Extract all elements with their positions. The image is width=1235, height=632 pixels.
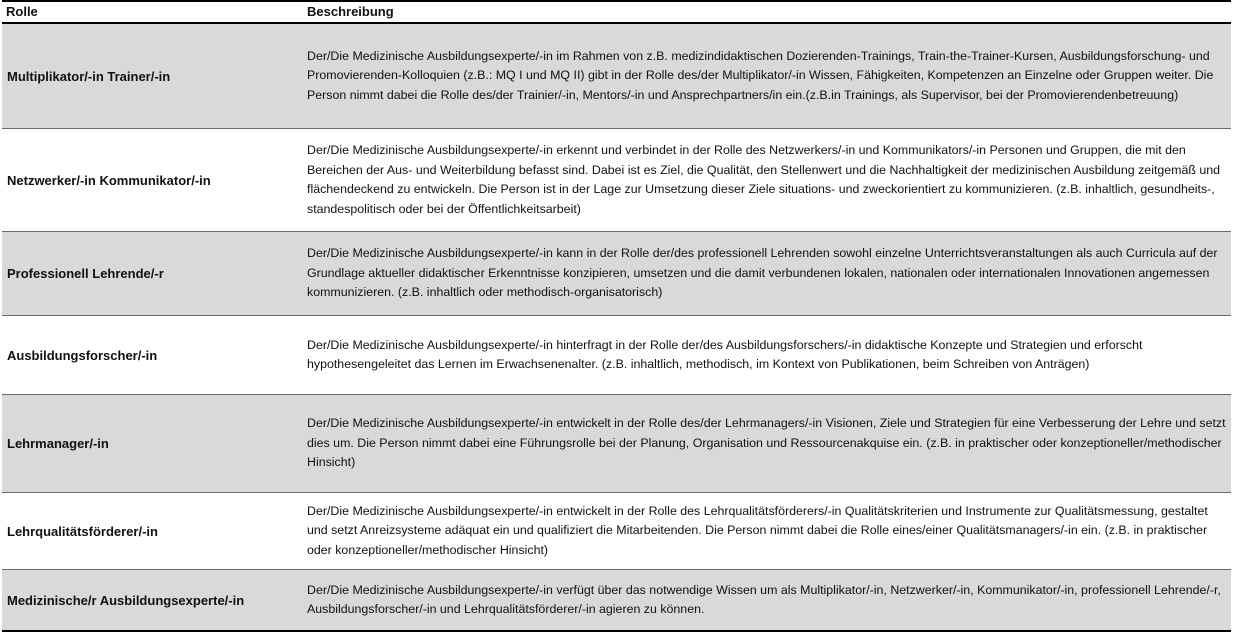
header-description: Beschreibung	[307, 4, 394, 19]
role-description: Der/Die Medizinische Ausbildungsexperte/-in erkennt und verbindet in der Rolle des Netzwerkers/-in und Kommunikators/-in Personen und Gruppen, die mit den Bereichen der Aus- und Weiterbildung befasst sind. Dabei ist es Ziel, die Qualität, den Stellenwert und die Nachhaltigkeit der medizinischen Ausbildung zeitgemäß und flächendeckend zu entwickeln. Die Person ist in der Lage zur Umsetzung dieser Ziele situations- und zweckorientiert zu kommunizieren. (z.B. inhaltlich, gesundheits-, standespolitisch oder bei der Öffentlichkeitsarbeit)	[307, 143, 1221, 216]
table-row	[2, 493, 1231, 570]
role-name: Medizinische/r Ausbildungsexperte/-in	[7, 592, 245, 608]
role-name: Netzwerker/-in Kommunikator/-in	[7, 172, 211, 188]
role-name: Lehrmanager/-in	[7, 436, 109, 451]
role-name: Professionell Lehrende/-r	[7, 266, 164, 281]
header-role: Rolle	[6, 4, 38, 19]
table-row	[2, 316, 1231, 395]
role-name: Multiplikator/-in Trainer/-in	[7, 68, 171, 84]
table-row	[2, 232, 1231, 316]
role-description: Der/Die Medizinische Ausbildungsexperte/-in hinterfragt in der Rolle der/des Ausbildungsforschers/-in didaktische Konzepte und Strategien und erforscht hypothesengeleitet das Lernen im Erwachsenenalter. (z.B. inhaltlich, methodisch, im Kontext von Publikationen, beim Schreiben von Anträgen)	[307, 337, 1143, 371]
role-description: Der/Die Medizinische Ausbildungsexperte/-in kann in der Rolle der/des professionell Lehrenden sowohl einzelne Unterrichtsveranstaltungen als auch Curricula auf der Grundlage aktueller didaktischer Erkenntnisse konzipieren, umsetzen und die damit verbundenen lokalen, nationalen oder internationalen Innovationen angemessen kommunizieren. (z.B. inhaltlich oder methodisch-organisatorisch)	[307, 246, 1218, 300]
table-row	[2, 570, 1231, 632]
table-row	[2, 129, 1231, 232]
role-name: Lehrqualitätsförderer/-in	[7, 523, 158, 539]
roles-table	[2, 0, 1231, 632]
table-row	[2, 395, 1231, 493]
role-name: Ausbildungsforscher/-in	[7, 347, 158, 363]
role-description: Der/Die Medizinische Ausbildungsexperte/-in entwickelt in der Rolle des/der Lehrmanagers/-in Visionen, Ziele und Strategien für eine Verbesserung der Lehre und setzt dies um. Die Person nimmt dabei eine Führungsrolle bei der Planung, Organisation und Ressourcenakquise ein. (z.B. in praktischer oder konzeptioneller/methodischer Hinsicht)	[307, 416, 1226, 470]
role-description: Der/Die Medizinische Ausbildungsexperte/-in entwickelt in der Rolle des Lehrqualitätsförderers/-in Qualitätskriterien und Instrumente zur Qualitätsmessung, gestaltet und setzt Anreizsysteme adäquat ein und qualifiziert die Mitarbeitenden. Die Person nimmt dabei die Rolle eines/einer Qualitätsmanagers/-in ein. (z.B. in praktischer oder konzeptioneller/methodischer Hinsicht)	[307, 503, 1208, 557]
table-header	[2, 2, 1231, 24]
role-description: Der/Die Medizinische Ausbildungsexperte/-in verfügt über das notwendige Wissen um als Multiplikator/-in, Netzwerker/-in, Kommunikator/-in, professionell Lehrende/-r, Ausbildungsforscher/-in und Lehrqualitätsförderer/-in agieren zu können.	[307, 582, 1221, 616]
table-row	[2, 24, 1231, 129]
role-description: Der/Die Medizinische Ausbildungsexperte/-in im Rahmen von z.B. medizindidaktischen Dozierenden-Trainings, Train-the-Trainer-Kursen, Ausbildungsforschung- und Promovierenden-Kolloquien (z.B.: MQ I und MQ II) gibt in der Rolle des/der Multiplikator/-in Wissen, Fähigkeiten, Kompetenzen an Einzelne oder Gruppen weiter. Die Person nimmt dabei die Rolle des/der Trainier/-in, Mentors/-in und Ansprechpartners/in ein.(z.B.in Trainings, als Supervisor, bei der Promovierendenbetreuung)	[307, 48, 1214, 102]
